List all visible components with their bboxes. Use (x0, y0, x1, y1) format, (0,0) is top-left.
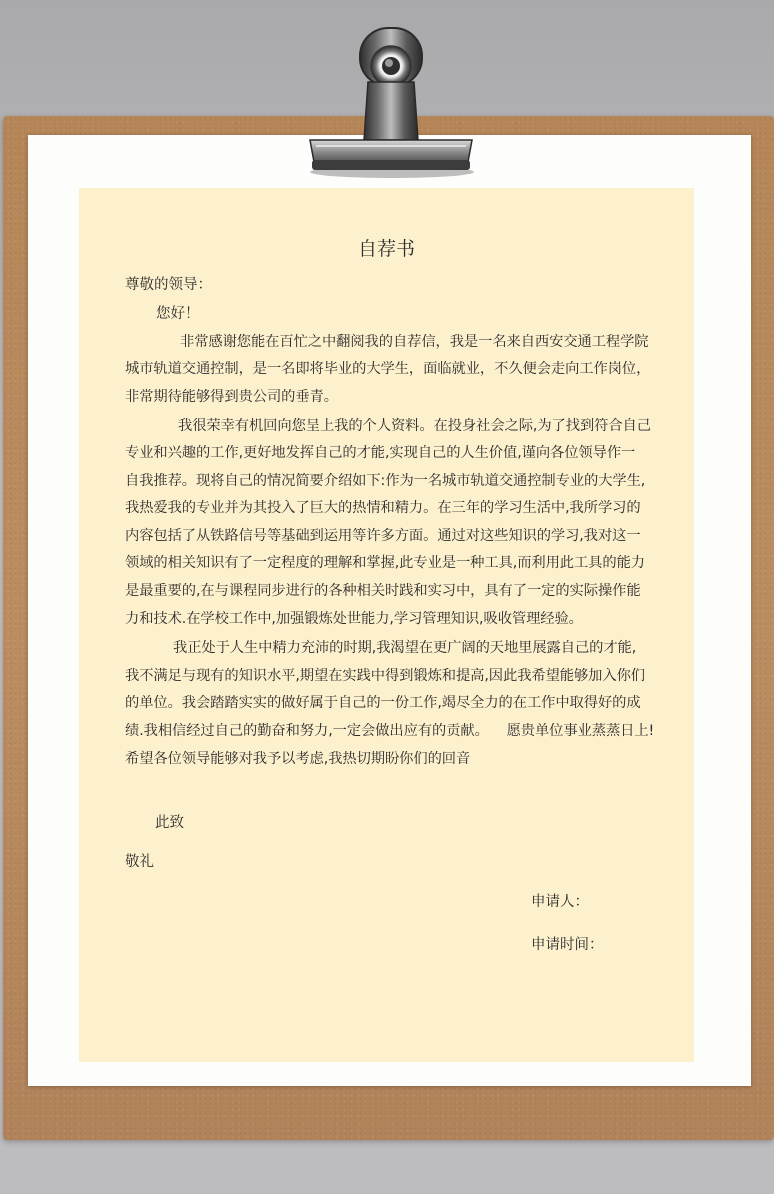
paragraph-1-line-3: 非常期待能够得到贵公司的垂青。 (125, 389, 338, 405)
letter-body (125, 331, 665, 781)
paragraph-2-line-6: 领域的相关知识有了一定程度的理解和掌握,此专业是一种工具,而利用此工具的能力 (125, 555, 645, 571)
paragraph-3-line-1: 我正处于人生中精力充沛的时期,我渴望在更广阔的天地里展露自己的才能, (173, 640, 637, 656)
paragraph-3-line-5: 希望各位领导能够对我予以考虑,我热切期盼你们的回音 (125, 751, 471, 767)
paragraph-2-line-7: 是最重要的,在与课程同步进行的各种相关时践和实习中，具有了一定的实际操作能 (125, 583, 641, 599)
paragraph-2-line-1: 我很荣幸有机回向您呈上我的个人资料。在投身社会之际,为了找到符合自己 (178, 418, 651, 434)
salutation: 尊敬的领导： (125, 277, 212, 293)
closing-cizhi: 此致 (155, 815, 184, 831)
paragraph-3-line-2: 我不满足与现有的知识水平,期望在实践中得到锻炼和提高,因此我希望能够加入你们 (125, 668, 645, 684)
paragraph-2-line-8: 力和技术.在学校工作中,加强锻炼处世能力,学习管理知识,吸收管理经验。 (125, 611, 583, 627)
greeting: 您好！ (156, 306, 200, 322)
closing-jingli: 敬礼 (125, 854, 154, 870)
paragraph-2-line-3: 自我推荐。现将自己的情况简要介绍如下:作为一名城市轨道交通控制专业的大学生, (125, 473, 646, 489)
paragraph-1-line-2: 城市轨道交通控制，是一名即将毕业的大学生，面临就业，不久便会走向工作岗位， (125, 361, 651, 377)
date-label: 申请时间： (531, 937, 604, 953)
paragraph-2-line-5: 内容包括了从铁路信号等基础到运用等许多方面。通过对这些知识的学习,我对这一 (125, 528, 641, 544)
binder-clip-icon (300, 22, 480, 182)
paragraph-2-line-4: 我热爱我的专业并为其投入了巨大的热情和精力。在三年的学习生活中,我所学习的 (125, 500, 641, 516)
paragraph-3-line-3: 的单位。我会踏踏实实的做好属于自己的一份工作,竭尽全力的在工作中取得好的成 (125, 695, 641, 711)
letter-title: 自荐书 (357, 238, 415, 260)
applicant-label: 申请人： (531, 894, 589, 910)
paragraph-2-line-2: 专业和兴趣的工作,更好地发挥自己的才能,实现自己的人生价值,谨向各位领导作一 (125, 445, 636, 461)
paragraph-1-line-1: 非常感谢您能在百忙之中翻阅我的自荐信，我是一名来自西安交通工程学院 (180, 334, 649, 350)
paragraph-3-line-4: 绩.我相信经过自己的勤奋和努力,一定会做出应有的贡献。 愿贵单位事业蒸蒸日上! (125, 723, 655, 739)
